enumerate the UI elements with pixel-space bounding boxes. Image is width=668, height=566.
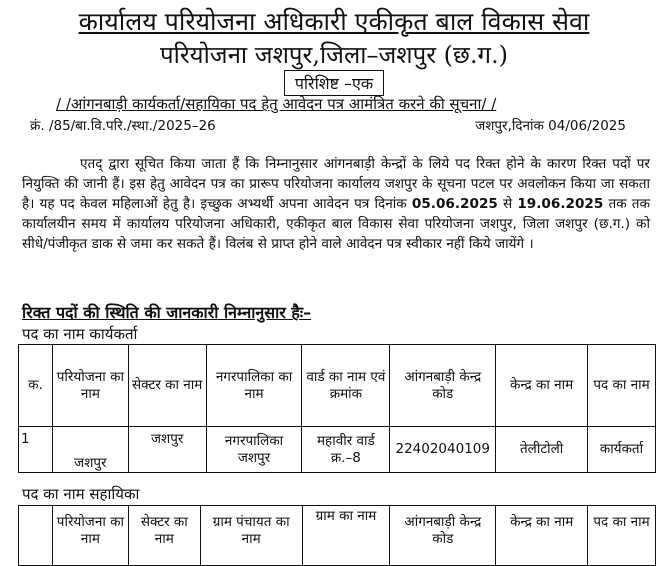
col-center-code: आंगनबाड़ी केन्द्र कोड: [390, 345, 496, 427]
cell-center-code: 22402040109: [390, 427, 496, 473]
notice-date: जशपुर,दिनांक 04/06/2025: [475, 118, 626, 134]
table-row: [19, 427, 656, 473]
body-text-1: एतद् द्वारा सूचित किया जाता हैं कि निम्नानुसार आंगनबाड़ी केन्द्रों के लिये पद रिक्त होने के कारण रिक्त पदों पर नियुक्ति की जानी हैं। इस हेतु आवेदन पत्र का प्रारूप परियोजना कार्यालय जशपुर के सूचना पटल पर अवलोकन किया जा सकता है। यह पद केवल महिलाओं हेतु है। इच्छुक अभ्यर्थी अपना आवेदन पत्र दिनांक: [22, 156, 650, 212]
annex-label: परिशिष्ट –एक: [284, 70, 384, 96]
body-text-3: तक तक कार्यालयीन समय में कार्यालय परियोजना अधिकारी, एकीकृत बाल विकास सेवा परियोजना जशपुर, जिला जशपुर (छ.ग.) को सीधे/पंजीकृत डाक से जमा कर सकते हैं। विलंब से प्राप्त होने वाले आवेदन पत्र स्वीकार नहीं किये जायेंगे ।: [22, 196, 650, 252]
cell-ward: महावीर वार्ड क्र.–8: [302, 427, 390, 473]
col-sector: सेक्टर का नाम: [128, 345, 206, 427]
office-title: कार्यालय परियोजना अधिकारी एकीकृत बाल विकास सेवा: [78, 7, 590, 36]
col-village: ग्राम का नाम: [302, 506, 390, 566]
table2-caption: पद का नाम सहायिका: [22, 485, 140, 503]
col-center-code: आंगनबाड़ी केन्द्र कोड: [390, 506, 496, 566]
col-project: परियोजना का नाम: [52, 345, 128, 427]
cell-serial: 1: [19, 427, 53, 473]
col-sector: सेक्टर का नाम: [128, 506, 200, 566]
col-post: पद का नाम: [588, 345, 656, 427]
col-municipality: नगरपालिका का नाम: [206, 345, 302, 427]
cell-municipality: नगरपालिका जशपुर: [206, 427, 302, 473]
col-serial: क.: [19, 345, 53, 427]
date-from: 05.06.2025: [411, 196, 498, 212]
project-title: परियोजना जशपुर,जिला–जशपुर (छ.ग.): [159, 41, 508, 69]
col-center-name: केन्द्र का नाम: [496, 506, 588, 566]
cell-sector: जशपुर: [128, 427, 206, 473]
annex-box: [0, 70, 668, 96]
cell-project: जशपुर: [52, 427, 128, 473]
section-heading: रिक्त पदों की स्थिति की जानकारी निम्नानुसार हैः–: [22, 303, 312, 322]
cell-post: कार्यकर्ता: [588, 427, 656, 473]
notice-body: [22, 154, 650, 254]
col-ward: वार्ड का नाम एवं क्रमांक: [302, 345, 390, 427]
helper-vacancy-table: [18, 505, 656, 566]
table1-caption: पद का नाम कार्यकर्ता: [22, 325, 138, 343]
date-to: 19.06.2025: [517, 196, 604, 212]
cell-center-name: तेलीटोली: [496, 427, 588, 473]
col-project: परियोजना का नाम: [52, 506, 128, 566]
reference-number: क्रं. /85/बा.वि.परि./स्था./2025–26: [30, 118, 216, 134]
worker-vacancy-table: [18, 344, 656, 473]
col-center-name: केन्द्र का नाम: [496, 345, 588, 427]
col-post: पद का नाम: [588, 506, 656, 566]
col-serial: [19, 506, 53, 566]
body-text-2: से: [497, 196, 518, 212]
table-header-row: [19, 506, 656, 566]
notice-title: / /आंगनबाड़ी कार्यकर्ता/सहायिका पद हेतु आवेदन पत्र आमंत्रित करने की सूचना/ /: [56, 95, 497, 113]
col-gram-panchayat: ग्राम पंचायत का नाम: [200, 506, 302, 566]
table-header-row: [19, 345, 656, 427]
